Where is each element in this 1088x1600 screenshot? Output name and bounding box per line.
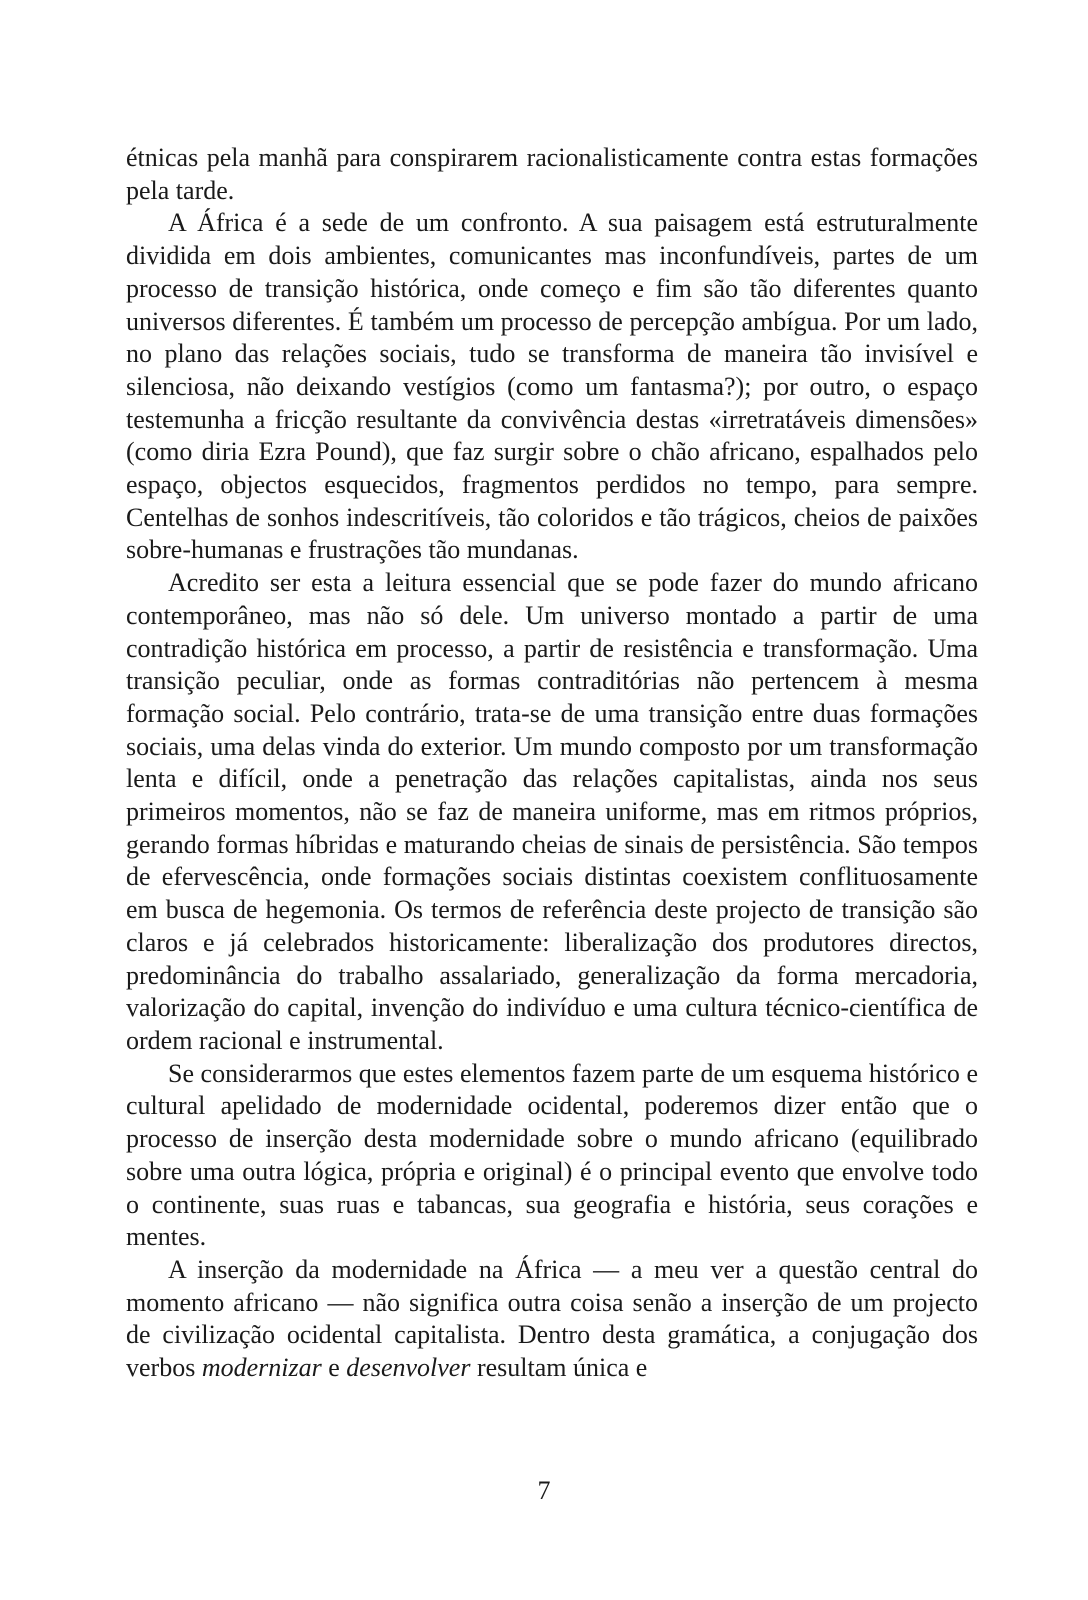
- text-before: A inserção da modernidade na África — a meu ver a questão central do momento africano — não significa outra coisa senão a inserção de um projecto de civilização ocidental capitalista. Dentro desta gramática, a conjugação dos verbos: [126, 1254, 978, 1383]
- paragraph-africa-confronto: A África é a sede de um confronto. A sua paisagem está estruturalmente dividida em dois ambientes, comunicantes mas inconfundíveis, partes de um processo de transição histórica, onde começo e fim são tão diferentes quanto universos diferentes. É também um processo de percepção ambígua. Por um lado, no plano das relações sociais, tudo se transforma de maneira tão invisível e silenciosa, não deixando vestígios (como um fantasma?); por outro, o espaço testemunha a fricção resultante da convivência destas «irretratáveis dimensões» (como diria Ezra Pound), que faz surgir sobre o chão africano, espalhados pelo espaço, objectos esquecidos, fragmentos perdidos no tempo, para sempre. Centelhas de sonhos indescritíveis, tão coloridos e tão trágicos, cheios de paixões sobre-humanas e frustrações tão mundanas.: [126, 208, 978, 565]
- paragraph-continuation: étnicas pela manhã para conspirarem racionalisticamente contra estas formações pela tarde.: [126, 143, 978, 205]
- paragraph-insercao-modernidade: [126, 1254, 978, 1385]
- text-middle: e: [321, 1353, 347, 1383]
- italic-word-modernizar: modernizar: [201, 1353, 322, 1383]
- page-number: 7: [537, 1476, 551, 1505]
- text-after: resultam única e: [470, 1353, 648, 1383]
- body-text: [126, 142, 978, 1385]
- paragraph-leitura-essencial: Acredito ser esta a leitura essencial que se pode fazer do mundo africano contemporâneo, mas não só dele. Um universo montado a partir de uma contradição histórica em processo, a partir de resistência e transformação. Uma transição peculiar, onde as formas contraditórias não pertencem à mesma formação social. Pelo contrário, trata-se de uma transição entre duas formações sociais, uma delas vinda do exterior. Um mundo composto por um transformação lenta e difícil, onde a penetração das relações capitalistas, ainda nos seus primeiros momentos, não se faz de maneira uniforme, mas em ritmos próprios, gerando formas híbridas e maturando cheias de sinais de persistência. São tempos de efervescência, onde formações sociais distintas coexistem conflituosamente em busca de hegemonia. Os termos de referência deste projecto de transição são claros e já celebrados historicamente: liberalização dos produtores directos, predominância do trabalho assalariado, generalização da forma mercadoria, valorização do capital, invenção do indivíduo e uma cultura técnico-científica de ordem racional e instrumental.: [126, 568, 978, 1055]
- paragraph-modernidade-ocidental: Se considerarmos que estes elementos fazem parte de um esquema histórico e cultural apelidado de modernidade ocidental, poderemos dizer então que o processo de inserção desta modernidade sobre o mundo africano (equilibrado sobre uma outra lógica, própria e original) é o principal evento que envolve todo o continente, suas ruas e tabancas, sua geografia e história, seus corações e mentes.: [126, 1058, 978, 1252]
- italic-word-desenvolver: desenvolver: [346, 1353, 471, 1383]
